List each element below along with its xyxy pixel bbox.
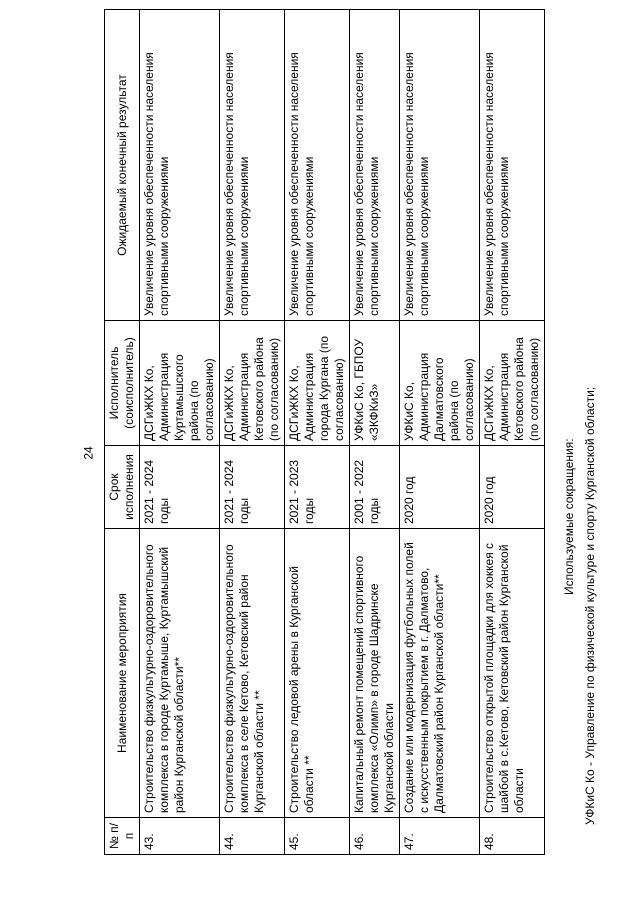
cell-result: Увеличение уровня обеспеченности населения спортивными сооружениями: [140, 10, 220, 321]
header-term: Срок исполнения: [105, 446, 140, 529]
table-row: [220, 10, 285, 855]
table-row: [140, 10, 220, 855]
table-row: [480, 10, 545, 855]
abbreviation-line: УФКиС Ко - Управление по физической культуре и спорту Курганской области;: [583, 386, 597, 825]
measures-table: [104, 9, 545, 855]
abbreviations-title: Используемые сокращения:: [562, 438, 576, 595]
table-header-row: [105, 10, 140, 855]
cell-result: Увеличение уровня обеспеченности населения спортивными сооружениями: [400, 10, 480, 321]
table-row: [400, 10, 480, 855]
cell-executor: ДСГиЖКХ Ко, Администрация Кетовского района (по согласованию): [220, 321, 285, 446]
cell-executor: ДСГиЖКХ Ко, Администрация Куртамышского района (по согласованию): [140, 321, 220, 446]
cell-term: 2021 - 2024 годы: [140, 446, 220, 529]
table-row: [350, 10, 400, 855]
cell-result: Увеличение уровня обеспеченности населения спортивными сооружениями: [480, 10, 545, 321]
cell-result: Увеличение уровня обеспеченности населения спортивными сооружениями: [350, 10, 400, 321]
cell-executor: УФКиС Ко, ГБПОУ «ЗКФКиЗ»: [350, 321, 400, 446]
header-executor: Исполнитель (соисполнитель): [105, 321, 140, 446]
page-number: 24: [81, 446, 96, 460]
cell-term: 2001 - 2022 годы: [350, 446, 400, 529]
header-result: Ожидаемый конечный результат: [105, 10, 140, 321]
header-num: № п/п: [105, 818, 140, 855]
cell-term: 2021 - 2024 годы: [220, 446, 285, 529]
cell-result: Увеличение уровня обеспеченности населения спортивными сооружениями: [285, 10, 350, 321]
cell-num: 48.: [480, 818, 545, 855]
cell-executor: ДСГиЖКХ Ко, Администрация Кетовского района (по согласованию): [480, 321, 545, 446]
cell-executor: УФКиС Ко, Администрация Далматовского района (по согласованию): [400, 321, 480, 446]
cell-term: 2021 - 2023 годы: [285, 446, 350, 529]
table-row: [285, 10, 350, 855]
cell-name: Строительство физкультурно-оздоровительного комплекса в селе Кетово, Кетовский район Курганской области **: [220, 529, 285, 818]
header-name: Наименование мероприятия: [105, 529, 140, 818]
cell-term: 2020 год: [400, 446, 480, 529]
cell-num: 47.: [400, 818, 480, 855]
cell-num: 45.: [285, 818, 350, 855]
cell-num: 46.: [350, 818, 400, 855]
cell-num: 43.: [140, 818, 220, 855]
cell-executor: ДСГиЖКХ Ко, Администрация города Кургана (по согласованию): [285, 321, 350, 446]
cell-name: Строительство ледовой арены в Курганской области **: [285, 529, 350, 818]
cell-name: Капитальный ремонт помещений спортивного комплекса «Олимп» в городе Шадринске Курганской области: [350, 529, 400, 818]
cell-name: Создание или модернизация футбольных полей с искусственным покрытием в г. Далматово, Далматовский район Курганской области**: [400, 529, 480, 818]
cell-num: 44.: [220, 818, 285, 855]
cell-name: Строительство открытой площадки для хоккея с шайбой в с.Кетово, Кетовский район Курганской области: [480, 529, 545, 818]
cell-term: 2020 год: [480, 446, 545, 529]
cell-name: Строительство физкультурно-оздоровительного комплекса в городе Куртамыше, Куртамышский район Курганской области**: [140, 529, 220, 818]
cell-result: Увеличение уровня обеспеченности населения спортивными сооружениями: [220, 10, 285, 321]
